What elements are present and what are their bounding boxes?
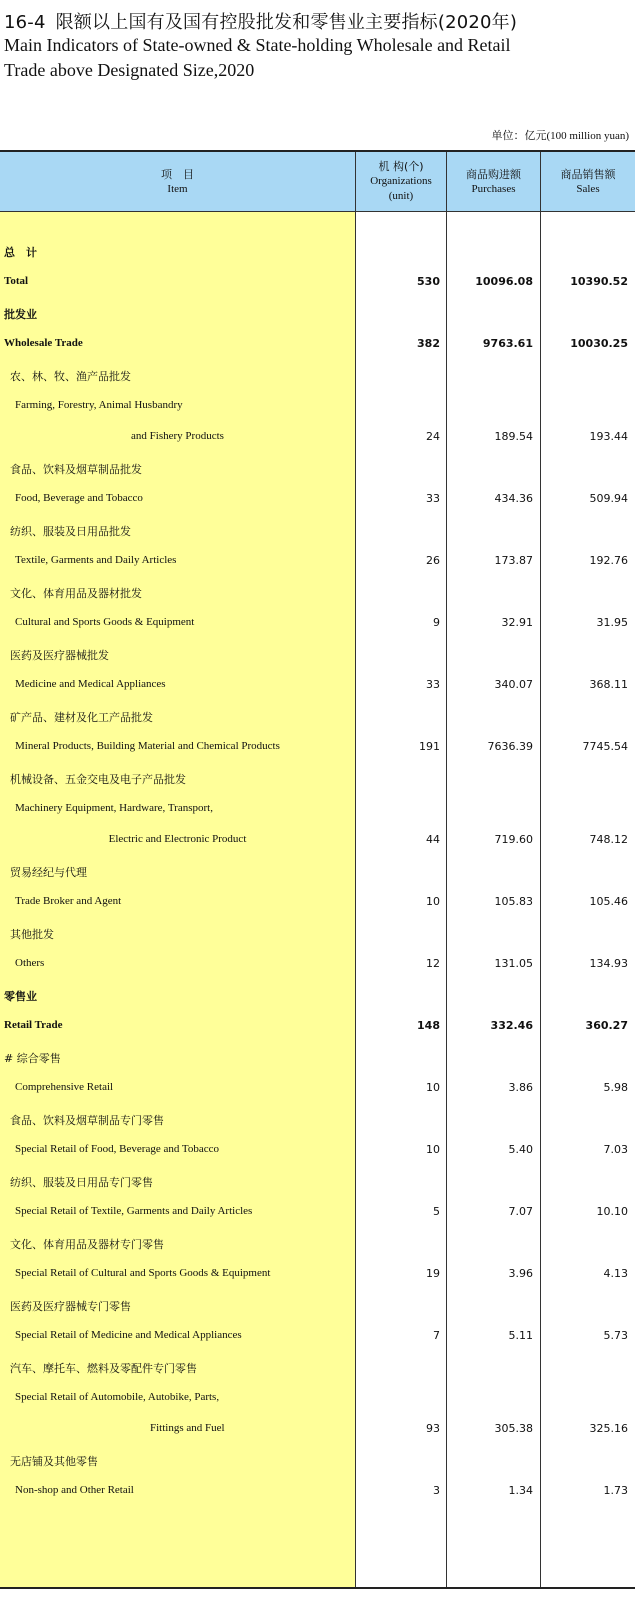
purchases-value: 173.87 <box>494 554 533 567</box>
table-row <box>0 361 635 392</box>
row-label: Special Retail of Medicine and Medical Appliances <box>15 1329 242 1341</box>
table-row <box>0 1260 635 1291</box>
purchases-value: 32.91 <box>501 616 533 629</box>
table-row <box>0 299 635 330</box>
row-label: 批发业 <box>4 308 37 321</box>
organizations-value: 148 <box>417 1019 440 1032</box>
organizations-value: 5 <box>433 1205 440 1218</box>
organizations-value: 3 <box>433 1484 440 1497</box>
column-header-sal-zh: 商品销售额 <box>560 167 616 181</box>
row-label: 矿产品、建材及化工产品批发 <box>10 711 153 724</box>
row-label: Electric and Electronic Product <box>108 833 247 845</box>
table-row <box>0 392 635 423</box>
sales-value: 325.16 <box>589 1422 628 1435</box>
row-label: Farming, Forestry, Animal Husbandry <box>15 399 183 411</box>
purchases-value: 332.46 <box>490 1019 533 1032</box>
unit-note <box>492 127 630 143</box>
row-label: and Fishery Products <box>131 430 224 442</box>
purchases-value: 105.83 <box>494 895 533 908</box>
sales-value: 192.76 <box>589 554 628 567</box>
sales-value: 5.98 <box>603 1081 628 1094</box>
table-row <box>0 330 635 361</box>
sales-value: 10.10 <box>596 1205 628 1218</box>
column-header-organizations <box>356 152 446 211</box>
organizations-value: 10 <box>426 895 440 908</box>
column-header-org-unit: (unit) <box>388 190 414 202</box>
table-row <box>0 950 635 981</box>
table-row <box>0 764 635 795</box>
organizations-value: 12 <box>426 957 440 970</box>
table-row <box>0 1384 635 1415</box>
row-label: Special Retail of Textile, Garments and Daily Articles <box>15 1205 253 1217</box>
unit-note-chinese: 单位：亿元 <box>491 129 547 142</box>
row-label: 汽车、摩托车、燃料及零配件专门零售 <box>10 1362 197 1375</box>
table-row <box>0 1415 635 1446</box>
row-label: 纺织、服装及日用品批发 <box>10 525 131 538</box>
column-header-pur-en: Purchases <box>471 182 516 195</box>
row-label: Food, Beverage and Tobacco <box>15 492 143 504</box>
organizations-value: 10 <box>426 1081 440 1094</box>
purchases-value: 1.34 <box>508 1484 533 1497</box>
sales-value: 105.46 <box>589 895 628 908</box>
organizations-value: 93 <box>426 1422 440 1435</box>
organizations-value: 19 <box>426 1267 440 1280</box>
table-row <box>0 547 635 578</box>
table-row <box>0 733 635 764</box>
sales-value: 7.03 <box>603 1143 628 1156</box>
sales-value: 4.13 <box>603 1267 628 1280</box>
row-label: Medicine and Medical Appliances <box>15 678 166 690</box>
table-row <box>0 981 635 1012</box>
row-label: 纺织、服装及日用品专门零售 <box>10 1176 153 1189</box>
table-row <box>0 640 635 671</box>
row-label: Total <box>4 275 29 287</box>
column-header-purchases <box>447 152 540 211</box>
table-row <box>0 423 635 454</box>
table-row <box>0 485 635 516</box>
column-header-sal-en: Sales <box>576 182 600 195</box>
row-label: 无店铺及其他零售 <box>10 1455 98 1468</box>
table-row <box>0 1291 635 1322</box>
purchases-value: 3.86 <box>508 1081 533 1094</box>
row-label: Special Retail of Cultural and Sports Goods & Equipment <box>15 1267 271 1279</box>
row-label: Trade Broker and Agent <box>15 895 122 907</box>
table-row <box>0 1229 635 1260</box>
table-row <box>0 1105 635 1136</box>
table-number: 16-4 <box>4 12 46 33</box>
table-row <box>0 1136 635 1167</box>
column-header-org-zh: 机 构(个) <box>378 160 424 173</box>
row-label: Comprehensive Retail <box>15 1081 114 1093</box>
row-label: Special Retail of Automobile, Autobike, Parts, <box>15 1391 220 1403</box>
sales-value: 5.73 <box>603 1329 628 1342</box>
table-row <box>0 578 635 609</box>
sales-value: 31.95 <box>596 616 628 629</box>
sales-value: 360.27 <box>585 1019 628 1032</box>
purchases-value: 434.36 <box>494 492 533 505</box>
row-label: 零售业 <box>4 990 37 1003</box>
row-label: Machinery Equipment, Hardware, Transport, <box>15 802 213 814</box>
row-label: Textile, Garments and Daily Articles <box>15 554 177 566</box>
organizations-value: 10 <box>426 1143 440 1156</box>
table-row <box>0 1198 635 1229</box>
organizations-value: 33 <box>426 492 440 505</box>
purchases-value: 9763.61 <box>482 337 533 350</box>
row-label: Wholesale Trade <box>4 337 83 349</box>
organizations-value: 530 <box>417 275 440 288</box>
row-label: 农、林、牧、渔产品批发 <box>10 370 131 383</box>
table-bottom-rule <box>0 1587 635 1589</box>
sales-value: 1.73 <box>603 1484 628 1497</box>
table-row <box>0 237 635 268</box>
row-label: 其他批发 <box>10 928 54 941</box>
table-row <box>0 516 635 547</box>
row-label: 食品、饮料及烟草制品批发 <box>10 463 142 476</box>
row-label: Special Retail of Food, Beverage and Tobacco <box>15 1143 219 1155</box>
row-label: Others <box>15 957 45 969</box>
table-row <box>0 1043 635 1074</box>
table-row <box>0 826 635 857</box>
title-english-line-2: Trade above Designated Size,2020 <box>4 60 255 80</box>
title-chinese: 限额以上国有及国有控股批发和零售业主要指标(2020年) <box>55 12 518 33</box>
table-row <box>0 702 635 733</box>
row-label: 文化、体育用品及器材专门零售 <box>10 1238 164 1251</box>
sales-value: 10390.52 <box>570 275 628 288</box>
purchases-value: 719.60 <box>494 833 533 846</box>
table-row <box>0 919 635 950</box>
organizations-value: 24 <box>426 430 440 443</box>
row-label: 医药及医疗器械专门零售 <box>10 1300 131 1313</box>
table-row <box>0 671 635 702</box>
purchases-value: 7636.39 <box>487 740 533 753</box>
table-row <box>0 1012 635 1043</box>
row-label: 总 计 <box>4 246 37 259</box>
column-header-org-en: Organizations <box>370 175 432 187</box>
purchases-value: 340.07 <box>494 678 533 691</box>
organizations-value: 7 <box>433 1329 440 1342</box>
table-row <box>0 454 635 485</box>
table-row <box>0 1446 635 1477</box>
table-row <box>0 1322 635 1353</box>
title-english-line-1: Main Indicators of State-owned & State-holding Wholesale and Retail <box>4 35 511 55</box>
organizations-value: 9 <box>433 616 440 629</box>
column-header-sales <box>541 152 635 211</box>
row-label: 医药及医疗器械批发 <box>10 649 109 662</box>
purchases-value: 5.40 <box>508 1143 533 1156</box>
row-label: Cultural and Sports Goods & Equipment <box>15 616 195 628</box>
row-label: Fittings and Fuel <box>150 1422 225 1434</box>
sales-value: 193.44 <box>589 430 628 443</box>
purchases-value: 131.05 <box>494 957 533 970</box>
organizations-value: 26 <box>426 554 440 567</box>
organizations-value: 382 <box>417 337 440 350</box>
row-label: Retail Trade <box>4 1019 63 1031</box>
row-label: 食品、饮料及烟草制品专门零售 <box>10 1114 164 1127</box>
purchases-value: 305.38 <box>494 1422 533 1435</box>
row-label: 机械设备、五金交电及电子产品批发 <box>10 773 186 786</box>
sales-value: 748.12 <box>589 833 628 846</box>
row-label: Mineral Products, Building Material and Chemical Products <box>15 740 280 752</box>
row-label: Non-shop and Other Retail <box>15 1484 134 1496</box>
table-row <box>0 888 635 919</box>
table-row <box>0 268 635 299</box>
table-row <box>0 795 635 826</box>
unit-note-english: (100 million yuan) <box>546 130 629 142</box>
sales-value: 134.93 <box>589 957 628 970</box>
table-row <box>0 609 635 640</box>
purchases-value: 7.07 <box>508 1205 533 1218</box>
sales-value: 368.11 <box>589 678 628 691</box>
column-header-item-en: Item <box>167 182 188 195</box>
page-title <box>4 8 517 34</box>
sales-value: 509.94 <box>589 492 628 505</box>
column-header-pur-zh: 商品购进额 <box>466 167 521 181</box>
purchases-value: 5.11 <box>508 1329 533 1342</box>
table-row <box>0 1167 635 1198</box>
row-label: # 综合零售 <box>4 1052 61 1065</box>
table-row <box>0 1074 635 1105</box>
sales-value: 10030.25 <box>570 337 628 350</box>
table-row <box>0 1353 635 1384</box>
sales-value: 7745.54 <box>582 740 628 753</box>
row-label: 文化、体育用品及器材批发 <box>10 587 142 600</box>
organizations-value: 44 <box>426 833 440 846</box>
column-header-item <box>0 152 355 211</box>
organizations-value: 33 <box>426 678 440 691</box>
table-row <box>0 1477 635 1508</box>
purchases-value: 10096.08 <box>475 275 533 288</box>
row-label: 贸易经纪与代理 <box>10 866 87 879</box>
table-row <box>0 857 635 888</box>
purchases-value: 189.54 <box>494 430 533 443</box>
purchases-value: 3.96 <box>508 1267 533 1280</box>
column-header-item-zh: 项 目 <box>161 167 194 181</box>
organizations-value: 191 <box>419 740 440 753</box>
